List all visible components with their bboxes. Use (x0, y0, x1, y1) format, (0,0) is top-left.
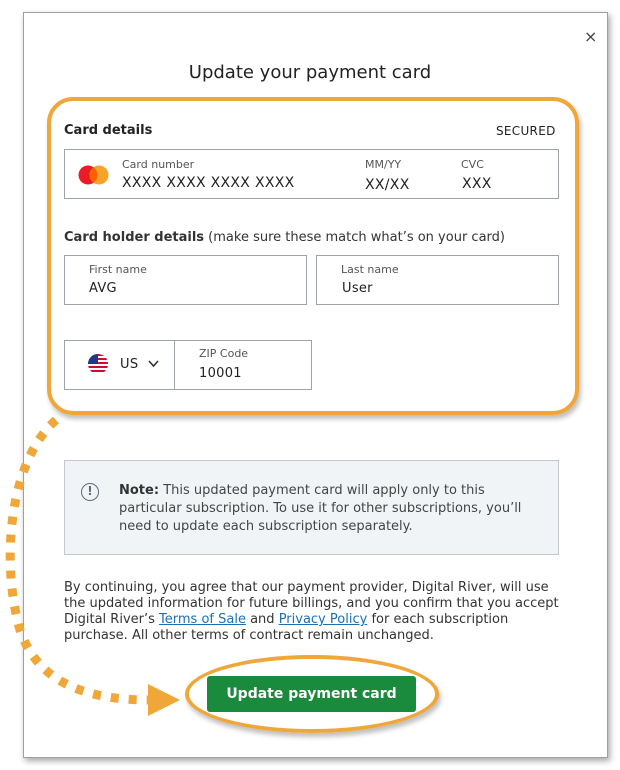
holder-hint: (make sure these match what’s on your card) (208, 230, 505, 245)
terms-of-sale-link[interactable]: Terms of Sale (159, 612, 246, 627)
dialog-title: Update your payment card (188, 62, 432, 83)
secured-label: SECURED (496, 124, 556, 138)
card-details-heading: Card details (64, 123, 153, 138)
note-text (119, 482, 539, 536)
note-body: This updated payment card will apply only to this particular subscription. To use it for other subscriptions, you’ll need to update each subscription separately. (119, 483, 522, 534)
first-name-input[interactable]: AVG (89, 281, 117, 296)
update-payment-card-button[interactable]: Update payment card (207, 676, 416, 712)
country-code: US (120, 357, 139, 372)
legal-part2: for each subscription purchase. All other terms of contract remain unchanged. (64, 612, 509, 643)
legal-text (64, 580, 564, 644)
note-lead: Note: (119, 483, 160, 498)
card-form-highlight (47, 97, 579, 415)
last-name-input[interactable]: User (342, 281, 373, 296)
privacy-policy-link[interactable]: Privacy Policy (278, 612, 368, 627)
zip-input[interactable]: 10001 (199, 366, 242, 381)
first-name-label: First name (89, 263, 147, 276)
last-name-label: Last name (341, 263, 399, 276)
info-icon: ! (81, 483, 99, 501)
holder-heading: Card holder details (64, 230, 205, 245)
expiry-input[interactable]: XX/XX (365, 177, 410, 193)
card-number-input[interactable]: XXXX XXXX XXXX XXXX (122, 175, 295, 191)
legal-and: and (250, 612, 275, 627)
cvc-label: CVC (461, 158, 484, 171)
button-highlight (185, 655, 439, 733)
expiry-label: MM/YY (365, 158, 402, 171)
card-number-label: Card number (122, 158, 195, 171)
legal-part1: By continuing, you agree that our payment provider, Digital River, will use the updated information for future billings, and you confirm that you accept Digital River’s (64, 580, 559, 627)
close-icon[interactable]: × (584, 27, 598, 46)
cvc-input[interactable]: XXX (462, 176, 492, 192)
zip-label: ZIP Code (199, 347, 249, 360)
